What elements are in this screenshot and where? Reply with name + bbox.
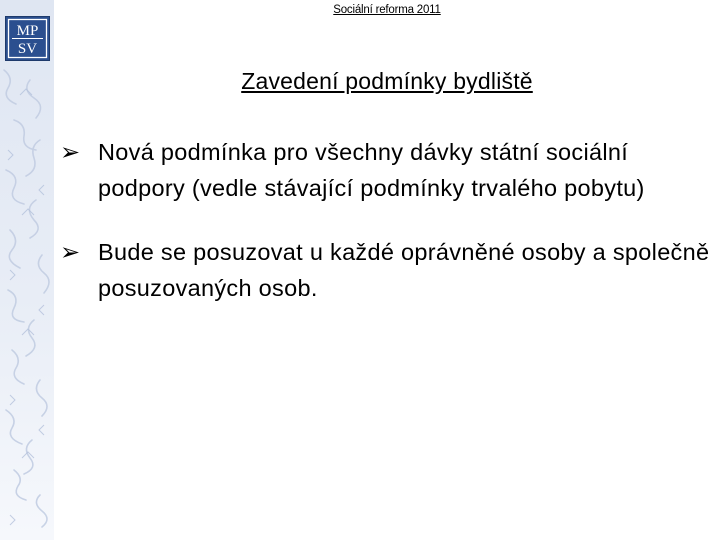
logo-text-top: MP: [16, 23, 39, 39]
logo-icon: [6, 17, 49, 60]
bullet-list: [60, 134, 710, 334]
bullet-text: Nová podmínka pro všechny dávky státní sociální podpory (vedle stávající podmínky trvalého pobytu): [98, 139, 645, 201]
logo-text-bottom: SV: [17, 41, 38, 57]
mpsv-logo: [5, 16, 50, 61]
bullet-arrow-icon: ➢: [60, 238, 81, 266]
header-title: Sociální reforma 2011: [333, 4, 441, 16]
slide-title: Zavedení podmínky bydliště: [241, 68, 533, 94]
bullet-item: [60, 134, 710, 206]
bullet-text: Bude se posuzovat u každé oprávněné osoby a společně posuzovaných osob.: [98, 239, 710, 301]
bullet-arrow-icon: ➢: [60, 138, 81, 166]
bullet-item: [60, 234, 710, 306]
